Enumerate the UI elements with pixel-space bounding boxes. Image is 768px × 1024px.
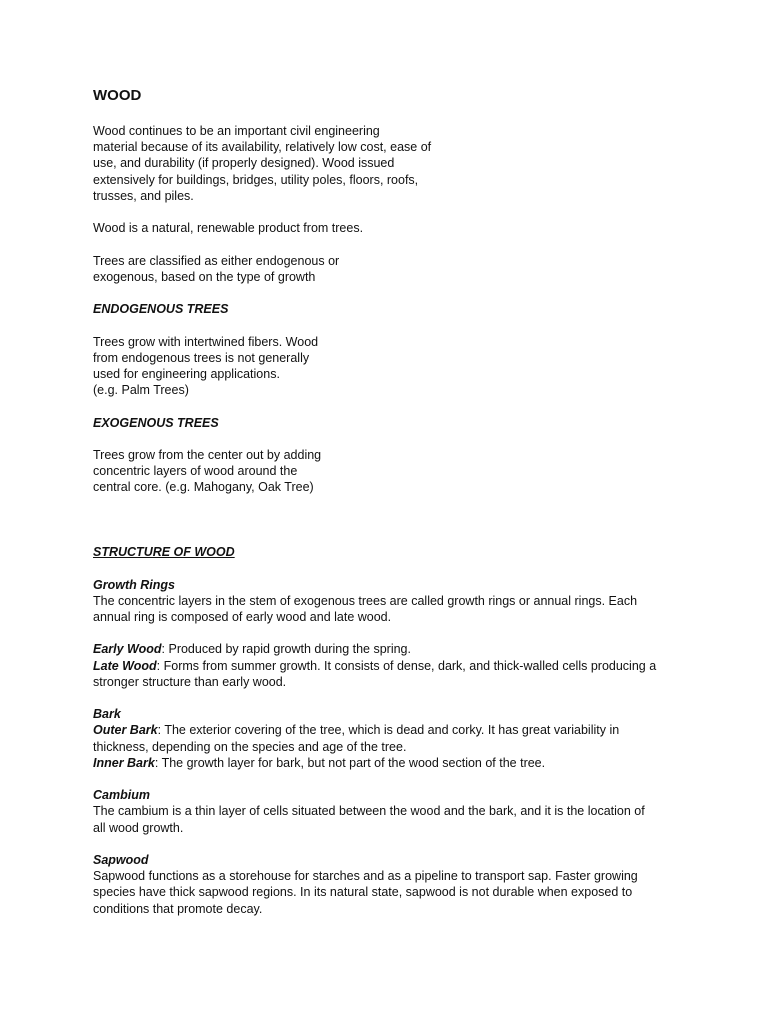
intro-paragraph-2: Wood is a natural, renewable product from trees. [93, 221, 364, 236]
inner-bark-line [93, 755, 693, 771]
spacer [93, 560, 693, 576]
bark-heading: Bark [93, 707, 121, 722]
intro-paragraph-3: Trees are classified as either endogenous or exogenous, based on the type of growth [93, 253, 340, 284]
inner-bark-text: : The growth layer for bark, but not part of the wood section of the tree. [154, 755, 546, 770]
outer-bark-line [93, 722, 693, 754]
endogenous-heading: ENDOGENOUS TREES [93, 302, 229, 317]
spacer [93, 285, 693, 301]
endogenous-text: Trees grow with intertwined fibers. Wood from endogenous trees is not generally used for engineering applications. (e.g. Palm Trees) [93, 334, 319, 398]
cambium-text: The cambium is a thin layer of cells situated between the wood and the bark, and it is the location of all wood growth. [93, 804, 645, 835]
exogenous-heading: EXOGENOUS TREES [93, 415, 219, 430]
late-wood-line [93, 658, 693, 690]
spacer [93, 431, 693, 447]
spacer [93, 690, 693, 706]
late-wood-text: : Forms from summer growth. It consists of dense, dark, and thick-walled cells producing a stronger structure than early wood. [93, 658, 657, 689]
outer-bark-term: Outer Bark [93, 723, 158, 738]
cambium-heading: Cambium [93, 788, 150, 803]
spacer [93, 771, 693, 787]
intro-paragraph-1: Wood continues to be an important civil engineering material because of its availability, relatively low cost, ease of use, and durability (if properly designed). Wood issued extensively for buildings, bridges, utility poles, floors, roofs, trusses, and piles. [93, 124, 432, 203]
spacer [93, 625, 693, 641]
spacer [93, 317, 693, 333]
document-page [93, 87, 693, 917]
inner-bark-term: Inner Bark [93, 755, 155, 770]
early-wood-text: : Produced by rapid growth during the spring. [161, 642, 411, 657]
exogenous-text: Trees grow from the center out by adding concentric layers of wood around the central core. (e.g. Mahogany, Oak Tree) [93, 447, 322, 495]
early-wood-term: Early Wood [93, 642, 162, 657]
growth-rings-text: The concentric layers in the stem of exogenous trees are called growth rings or annual rings. Each annual ring is composed of early wood and late wood. [93, 593, 638, 624]
early-wood-line [93, 641, 693, 657]
spacer [93, 398, 693, 414]
structure-heading: STRUCTURE OF WOOD [93, 545, 235, 560]
sapwood-text: Sapwood functions as a storehouse for starches and as a pipeline to transport sap. Faster growing species have thick sapwood regions. In its natural state, sapwood is not durable when exposed to conditions that promote decay. [93, 869, 638, 916]
spacer [93, 204, 693, 220]
sapwood-heading: Sapwood [93, 852, 149, 867]
spacer [93, 236, 693, 252]
outer-bark-text: : The exterior covering of the tree, which is dead and corky. It has great variability in thickness, depending on the species and age of the tree. [93, 723, 620, 754]
spacer [93, 836, 693, 852]
growth-rings-heading: Growth Rings [93, 577, 175, 592]
late-wood-term: Late Wood [93, 658, 157, 673]
document-title: WOOD [93, 87, 142, 104]
section-spacer [93, 496, 693, 545]
